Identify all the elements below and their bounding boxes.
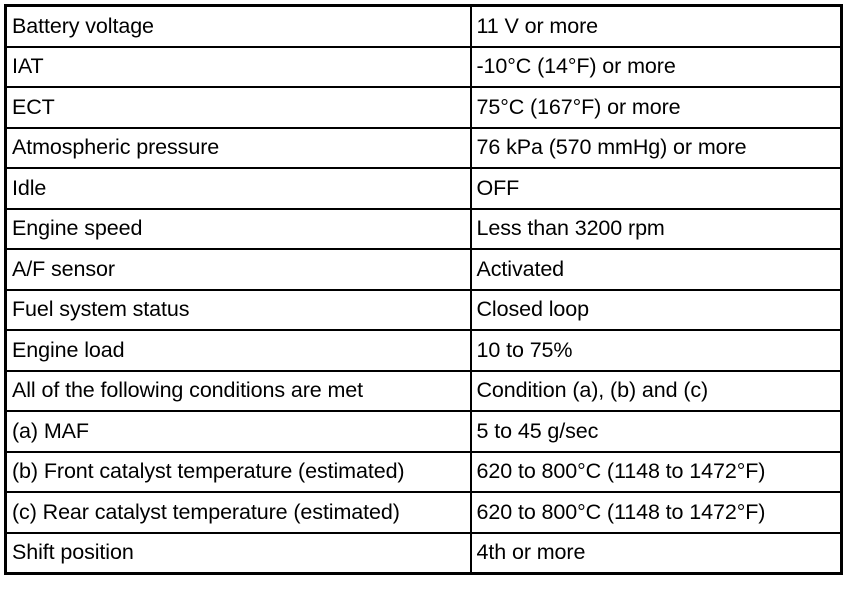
table-row: [6, 290, 842, 331]
value-cell: Less than 3200 rpm: [471, 209, 842, 250]
table-row: [6, 533, 842, 574]
value-cell: 10 to 75%: [471, 330, 842, 371]
value-cell: Condition (a), (b) and (c): [471, 371, 842, 412]
table-row: [6, 452, 842, 493]
value-cell: 75°C (167°F) or more: [471, 87, 842, 128]
condition-cell: (b) Front catalyst temperature (estimated): [6, 452, 471, 493]
table-row: [6, 330, 842, 371]
condition-cell: Engine load: [6, 330, 471, 371]
value-cell: 620 to 800°C (1148 to 1472°F): [471, 492, 842, 533]
value-cell: 620 to 800°C (1148 to 1472°F): [471, 452, 842, 493]
condition-cell: (a) MAF: [6, 411, 471, 452]
value-cell: Closed loop: [471, 290, 842, 331]
condition-cell: Shift position: [6, 533, 471, 574]
condition-cell: Idle: [6, 168, 471, 209]
value-cell: Activated: [471, 249, 842, 290]
table-row: [6, 411, 842, 452]
condition-cell: Engine speed: [6, 209, 471, 250]
value-cell: OFF: [471, 168, 842, 209]
conditions-table: [4, 4, 843, 575]
table-row: [6, 47, 842, 88]
table-row: [6, 492, 842, 533]
condition-cell: All of the following conditions are met: [6, 371, 471, 412]
table-row: [6, 6, 842, 47]
condition-cell: Atmospheric pressure: [6, 128, 471, 169]
value-cell: 5 to 45 g/sec: [471, 411, 842, 452]
condition-cell: IAT: [6, 47, 471, 88]
table-row: [6, 209, 842, 250]
value-cell: 11 V or more: [471, 6, 842, 47]
condition-cell: A/F sensor: [6, 249, 471, 290]
table-row: [6, 371, 842, 412]
table-row: [6, 249, 842, 290]
value-cell: 76 kPa (570 mmHg) or more: [471, 128, 842, 169]
condition-cell: ECT: [6, 87, 471, 128]
value-cell: -10°C (14°F) or more: [471, 47, 842, 88]
table-row: [6, 168, 842, 209]
condition-cell: (c) Rear catalyst temperature (estimated): [6, 492, 471, 533]
table-row: [6, 128, 842, 169]
condition-cell: Fuel system status: [6, 290, 471, 331]
condition-cell: Battery voltage: [6, 6, 471, 47]
table-row: [6, 87, 842, 128]
value-cell: 4th or more: [471, 533, 842, 574]
